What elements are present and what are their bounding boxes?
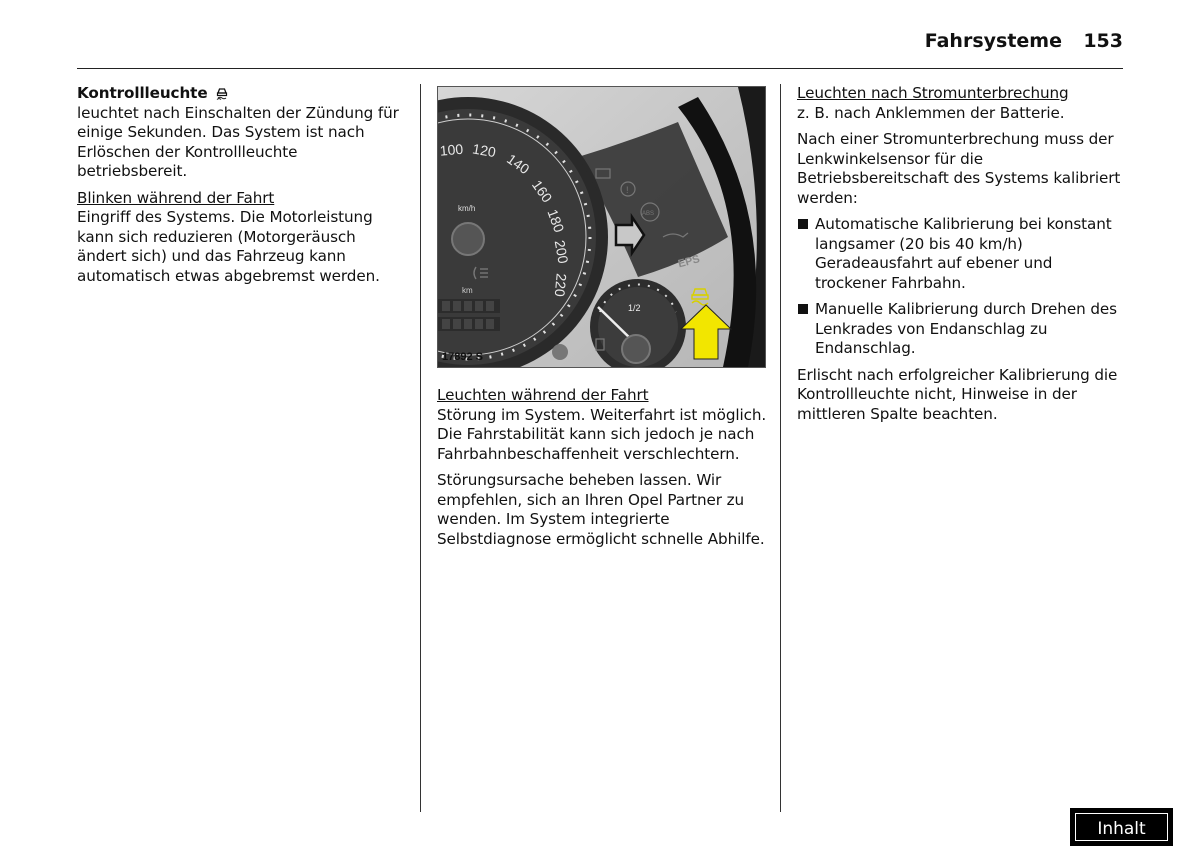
column-right <box>797 84 1127 431</box>
driving-light-heading: Leuchten während der Fahrt <box>437 386 649 404</box>
page-number: 153 <box>1083 30 1123 52</box>
svg-text:!: ! <box>626 185 629 195</box>
speed-tick-label: 100 <box>439 140 464 159</box>
odometer-unit-label: km <box>462 286 473 295</box>
table-of-contents-button[interactable] <box>1070 808 1173 846</box>
calibration-list <box>797 215 1127 359</box>
column-middle <box>437 386 767 556</box>
column-divider <box>420 84 421 812</box>
driving-light-text: Störung im System. Weiterfahrt ist möglich. Die Fahrstabilität kann sich jedoch je nach Fahrbahnbeschaffenheit verschlechtern. <box>437 405 767 463</box>
list-item: Automatische Kalibrierung bei konstant langsamer (20 bis 40 km/h) Geradeausfahrt auf ebener und trockener Fahrbahn. <box>797 215 1127 293</box>
instrument-cluster-figure <box>437 86 766 368</box>
table-of-contents-label: Inhalt <box>1075 813 1168 841</box>
list-item: Manuelle Kalibrierung durch Drehen des Lenkrades von Endanschlag zu Endanschlag. <box>797 300 1127 359</box>
esp-warning-icon <box>214 84 230 100</box>
warning-light-heading: Kontrollleuchte <box>77 84 208 102</box>
speed-tick-label: 160 <box>528 176 556 206</box>
speed-tick-label: 120 <box>471 140 498 161</box>
warning-light-intro: leuchtet nach Einschalten der Zündung für einige Sekunden. Das System ist nach Erlöschen der Kontrollleuchte betriebsbereit. <box>77 103 399 180</box>
instrument-cluster-illustration <box>438 87 765 367</box>
figure-id-label: 17892 S <box>442 351 483 363</box>
eps-indicator-label: EPS <box>676 253 702 271</box>
abs-icon-label: ABS <box>642 211 655 217</box>
speed-tick-label: 140 <box>504 150 533 178</box>
power-interruption-heading: Leuchten nach Stromunterbrechung <box>797 84 1069 102</box>
speed-tick-label: 220 <box>551 272 570 298</box>
speed-tick-label: 200 <box>551 238 572 265</box>
column-divider <box>780 84 781 812</box>
fuel-half-label: 1/2 <box>628 303 641 313</box>
bullet-square-icon <box>798 219 808 229</box>
section-title: Fahrsysteme <box>924 30 1062 52</box>
blink-text: Eingriff des Systems. Die Motorleistung kann sich reduzieren (Motorgeräusch ändert sich) und das Fahrzeug kann automatisch etwas abgebremst werden. <box>77 208 380 285</box>
bullet-square-icon <box>798 304 808 314</box>
speed-unit-label: km/h <box>458 204 476 213</box>
column-left <box>77 84 407 293</box>
blink-heading: Blinken während der Fahrt <box>77 188 275 207</box>
calibration-intro: Nach einer Stromunterbrechung muss der Lenkwinkelsensor für die Betriebsbereitschaft des Systems kalibriert werden: <box>797 130 1121 207</box>
speed-tick-label: 180 <box>544 207 568 235</box>
header-divider <box>77 68 1123 69</box>
fault-repair-text: Störungsursache beheben lassen. Wir empfehlen, sich an Ihren Opel Partner zu wenden. Im System integrierte Selbstdiagnose ermöglicht schnelle Abhilfe. <box>437 471 765 548</box>
calibration-fail-note: Erlischt nach erfolgreicher Kalibrierung die Kontrollleuchte nicht, Hinweise in der mittleren Spalte beachten. <box>797 365 1118 423</box>
power-interruption-example: z. B. nach Anklemmen der Batterie. <box>797 103 1065 122</box>
